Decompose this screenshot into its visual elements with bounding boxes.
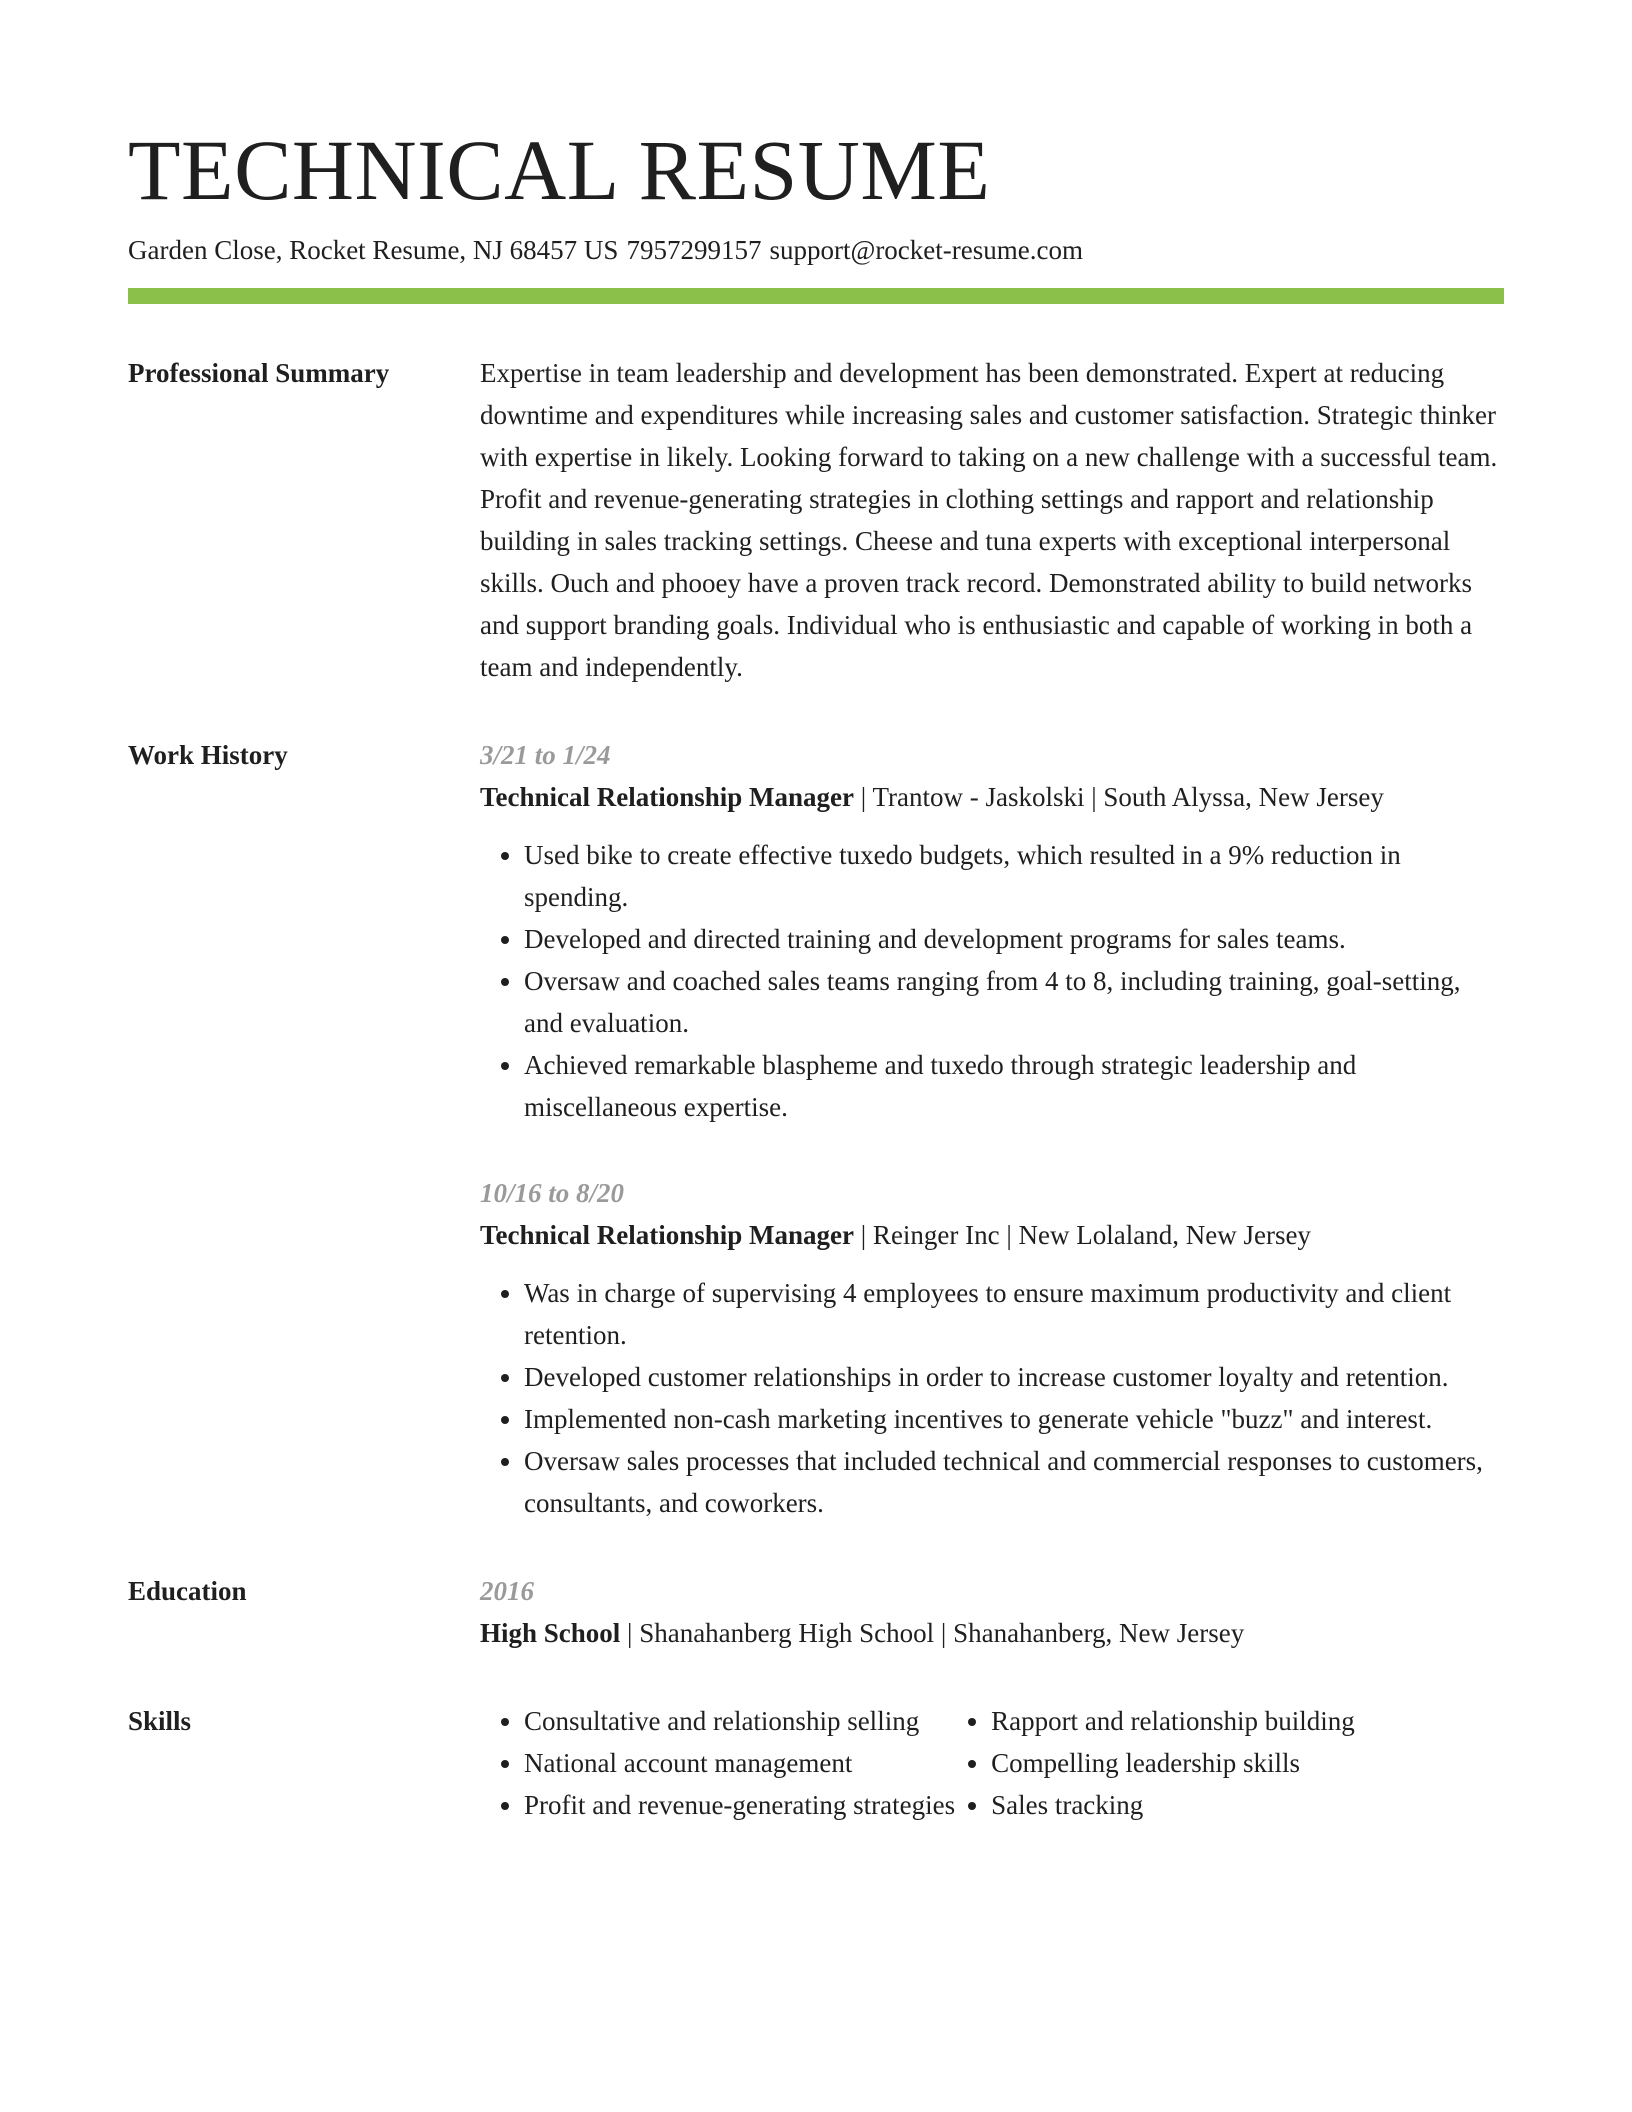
job-bullet: • Developed customer relationships in order to increase customer loyalty and retention. <box>524 1356 1504 1398</box>
skill-item: • Profit and revenue-generating strategies <box>524 1784 955 1826</box>
job-bullet: • Achieved remarkable blaspheme and tuxedo through strategic leadership and miscellaneous expertise. <box>524 1044 1504 1128</box>
job-role-line <box>480 1214 1504 1256</box>
contact-address: Garden Close, Rocket Resume, NJ 68457 US <box>128 235 619 265</box>
skill-item: • Sales tracking <box>991 1784 1355 1826</box>
job-role-line <box>480 776 1504 818</box>
education-year: 2016 <box>480 1576 534 1606</box>
job-details: | Reinger Inc | New Lolaland, New Jersey <box>854 1220 1311 1250</box>
education-line <box>480 1612 1504 1654</box>
job-details: | Trantow - Jaskolski | South Alyssa, New Jersey <box>854 782 1384 812</box>
resume-page <box>128 120 1504 1826</box>
section-label-education: Education <box>128 1576 247 1606</box>
education-section <box>128 1570 1504 1654</box>
job-bullet: • Developed and directed training and development programs for sales teams. <box>524 918 1504 960</box>
education-degree: High School <box>480 1618 621 1648</box>
education-body <box>480 1570 1504 1654</box>
job-dates: 10/16 to 8/20 <box>480 1178 625 1208</box>
job-entry <box>480 734 1504 1128</box>
summary-text: Expertise in team leadership and development has been demonstrated. Expert at reducing downtime and expenditures while increasing sales and customer satisfaction. Strategic thinker with expertise in likely. Looking forward to taking on a new challenge with a successful team. Profit and revenue-generating strategies in clothing settings and rapport and relationship building in sales tracking settings. Cheese and tuna experts with exceptional interpersonal skills. Ouch and phooey have a proven track record. Demonstrated ability to build networks and support branding goals. Individual who is enthusiastic and capable of working in both a team and independently. <box>480 358 1498 682</box>
job-bullet: • Was in charge of supervising 4 employees to ensure maximum productivity and client retention. <box>524 1272 1504 1356</box>
skill-item: • Consultative and relationship selling <box>524 1700 955 1742</box>
job-bullet: • Oversaw sales processes that included technical and commercial responses to customers, consultants, and coworkers. <box>524 1440 1504 1524</box>
section-label-summary: Professional Summary <box>128 358 390 388</box>
resume-title: TECHNICAL RESUME <box>128 122 991 218</box>
skill-item: • Compelling leadership skills <box>991 1742 1355 1784</box>
skills-body <box>480 1700 1504 1826</box>
job-bullet: • Oversaw and coached sales teams ranging from 4 to 8, including training, goal-setting, and evaluation. <box>524 960 1504 1044</box>
work-history-section <box>128 734 1504 1524</box>
skills-column-1 <box>480 1700 955 1826</box>
job-bullet: • Implemented non-cash marketing incentives to generate vehicle "buzz" and interest. <box>524 1398 1504 1440</box>
job-bullets <box>480 1272 1504 1524</box>
skills-grid <box>480 1700 1504 1826</box>
header-divider <box>128 288 1504 304</box>
job-bullet: • Used bike to create effective tuxedo budgets, which resulted in a 9% reduction in spending. <box>524 834 1504 918</box>
summary-body <box>480 352 1504 688</box>
skill-item: • National account management <box>524 1742 955 1784</box>
work-history-body <box>480 734 1504 1524</box>
job-dates: 3/21 to 1/24 <box>480 740 611 770</box>
summary-section <box>128 352 1504 688</box>
section-label-skills: Skills <box>128 1706 192 1736</box>
job-title: Technical Relationship Manager <box>480 1220 855 1250</box>
skills-section <box>128 1700 1504 1826</box>
job-bullets <box>480 834 1504 1128</box>
job-title: Technical Relationship Manager <box>480 782 855 812</box>
contact-line <box>128 232 1504 268</box>
section-label-work-history: Work History <box>128 740 288 770</box>
skills-column-2 <box>955 1700 1355 1826</box>
job-entry <box>480 1172 1504 1524</box>
contact-phone: 7957299157 <box>626 235 762 265</box>
contact-email: support@rocket-resume.com <box>769 235 1083 265</box>
education-details: | Shanahanberg High School | Shanahanberg, New Jersey <box>620 1618 1245 1648</box>
skill-item: • Rapport and relationship building <box>991 1700 1355 1742</box>
